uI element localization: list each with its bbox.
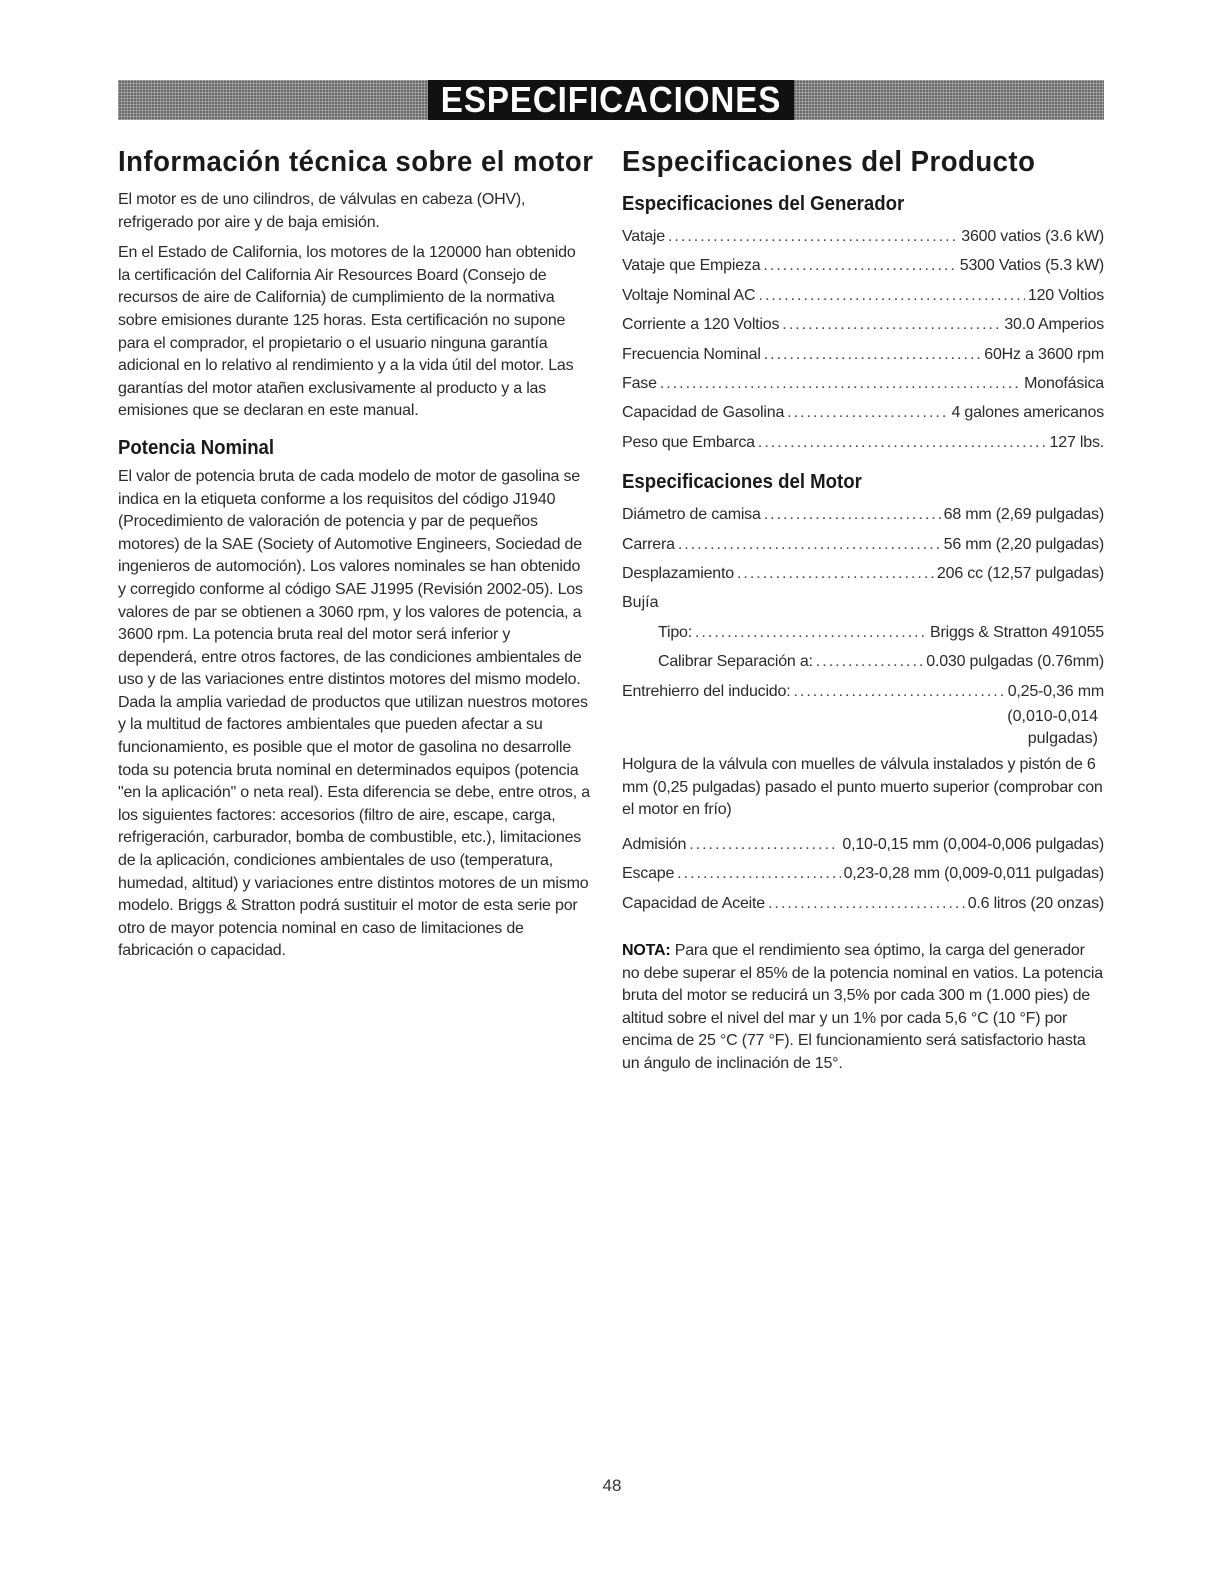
spec-row (622, 428, 1104, 457)
spec-label: Tipo: (658, 623, 692, 641)
leader-dots (677, 859, 840, 888)
spec-row (622, 369, 1104, 398)
spec-row (622, 859, 1104, 888)
leader-dots (678, 530, 941, 559)
spec-label: Frecuencia Nominal (622, 345, 761, 363)
spec-row (622, 830, 1104, 859)
spec-label: Entrehierro del inducido: (622, 682, 791, 700)
spec-row (622, 281, 1104, 310)
engine-paragraph-1: El motor es de uno cilindros, de válvulas en cabeza (OHV), refrigerado por aire y de baja emisión. (118, 191, 526, 231)
spec-value: 0.6 litros (20 onzas) (967, 894, 1104, 912)
motor-specs-list (622, 500, 1104, 918)
spec-label: Capacidad de Aceite (622, 894, 765, 912)
spec-row (622, 677, 1104, 706)
leader-dots (764, 340, 982, 369)
spec-label: Corriente a 120 Voltios (622, 316, 780, 334)
leader-dots (763, 251, 956, 280)
section-banner (118, 80, 1104, 120)
note-paragraph (622, 940, 1104, 1076)
potencia-paragraph: El valor de potencia bruta de cada modelo de motor de gasolina se indica en la etiqueta conforme a los requisitos del código J1940 (Procedimiento de valoración de potencia y par de pequeños motores) de la SAE (Society of Automotive Engineers, Sociedad de ingenieros de automoción). Los valores nominales se han obtenido y corregido conforme al código SAE J1995 (Revisión 2002-05). Los valores de par se obtienen a 3060 rpm, y los valores de potencia, a 3600 rpm. La potencia bruta real del motor será inferior y dependerá, entre otros factores, de las condiciones ambientales de uso y de las variaciones entre distintos motores del mismo modelo. Dada la amplia variedad de productos que utilizan nuestros motores y la multitud de factores ambientales que pueden afectar a su funcionamiento, es posible que el motor de gasolina no desarrolle toda su potencia bruta nominal en determinados equipos (potencia "en la aplicación" o neta real). Esta diferencia se debe, entre otros, a los siguientes factores: accesorios (filtro de aire, escape, carga, refrigeración, carburador, bomba de combustible, etc.), limitaciones de la aplicación, condiciones ambientales de uso (temperatura, humedad, altitud) y variaciones entre distintos motores de un mismo modelo. Briggs & Stratton podrá sustituir el motor de esta serie por otro de mayor potencia nominal en caso de limitaciones de fabricación o capacidad. (118, 467, 590, 960)
spec-value: 206 cc (12,57 pulgadas) (936, 565, 1104, 583)
spec-label: Calibrar Separación a: (658, 653, 813, 671)
leader-dots (768, 889, 965, 918)
entrehierro-line-3: pulgadas) (1027, 730, 1098, 748)
spec-row (622, 889, 1104, 918)
spec-label: Desplazamiento (622, 565, 734, 583)
spec-value: Briggs & Stratton 491055 (930, 623, 1104, 641)
leader-dots (668, 222, 958, 251)
generator-specs-heading: Especificaciones del Generador (622, 193, 905, 215)
leader-dots (660, 369, 1021, 398)
leader-dots (816, 647, 923, 676)
spec-row (622, 310, 1104, 339)
spec-label: Vataje que Empieza (622, 257, 761, 275)
spec-row (622, 618, 1104, 647)
spec-value: 0,23-0,28 mm (0,009-0,011 pulgadas) (843, 865, 1104, 883)
spec-row (622, 647, 1104, 676)
spec-label: Capacidad de Gasolina (622, 404, 785, 422)
entrehierro-line-2: (0,010-0,014 (1007, 708, 1098, 726)
entrehierro-continuation (622, 706, 1104, 750)
spec-label: Escape (622, 865, 675, 883)
spec-label: Admisión (622, 835, 687, 853)
spec-value: 3600 vatios (3.6 kW) (961, 228, 1104, 245)
note-label: NOTA: (622, 942, 671, 960)
banner-title: ESPECIFICACIONES (428, 80, 794, 120)
spec-value: 120 Voltios (1027, 286, 1104, 304)
spec-value: 56 mm (2,20 pulgadas) (943, 535, 1104, 553)
spec-row (622, 340, 1104, 369)
spec-value: 68 mm (2,69 pulgadas) (943, 506, 1104, 524)
leader-dots (737, 559, 934, 588)
page-number: 48 (602, 1476, 622, 1495)
spec-row (622, 222, 1104, 251)
spec-row (622, 530, 1104, 559)
engine-paragraph-2: En el Estado de California, los motores de la 120000 han obtenido la certificación del California Air Resources Board (Consejo de recursos de aire de California) de cumplimiento de la normativa sobre emisiones durante 125 horas. Esta certificación no supone para el comprador, el propietario o el usuario ninguna garantía adicional en lo relativo al rendimiento y a la vida útil del motor. Las garantías del motor atañen exclusivamente al producto y a las emisiones que se declaran en este manual. (118, 244, 576, 420)
spec-row (622, 398, 1104, 427)
generator-specs-list (622, 222, 1104, 457)
note-text: Para que el rendimiento sea óptimo, la carga del generador no debe superar el 85% de la potencia nominal en vatios. La potencia bruta del motor se reducirá un 3,5% por cada 300 m (1.000 pies) de altitud sobre el nivel del mar y un 1% por cada 5,6 °C (10 °F) por encima de 25 °C (77 °F). El funcionamiento será satisfactorio hasta un ángulo de inclinación de 15°. (622, 942, 1103, 1073)
spec-value: 0,25-0,36 mm (1007, 682, 1104, 700)
leader-dots (758, 428, 1047, 457)
leader-dots (793, 677, 1004, 706)
spec-value: 60Hz a 3600 rpm (984, 345, 1104, 363)
spec-label: Carrera (622, 535, 675, 553)
spec-value: 4 galones americanos (951, 404, 1104, 422)
spec-value: 5300 Vatios (5.3 kW) (959, 257, 1104, 275)
spec-row (622, 500, 1104, 529)
spec-label: Vataje (622, 228, 665, 245)
leader-dots (695, 618, 927, 647)
leader-dots (764, 500, 941, 529)
spec-label: Fase (622, 375, 657, 393)
product-specs-heading: Especificaciones del Producto (622, 146, 1036, 178)
leader-dots (782, 310, 1001, 339)
potencia-heading: Potencia Nominal (118, 436, 275, 459)
leader-dots (787, 398, 948, 427)
spec-label: Peso que Embarca (622, 433, 755, 451)
holgura-paragraph: Holgura de la válvula con muelles de válvula instalados y pistón de 6 mm (0,25 pulgadas) pasado el punto muerto superior (comprobar con el motor en frío) (622, 756, 1103, 819)
spec-label: Voltaje Nominal AC (622, 286, 756, 304)
spec-value: 127 lbs. (1049, 433, 1104, 451)
spec-value: 0,10-0,15 mm (0,004-0,006 pulgadas) (842, 835, 1104, 853)
right-column (622, 140, 1104, 1084)
spec-value: 30.0 Amperios (1004, 316, 1104, 334)
leader-dots (689, 830, 839, 859)
bujia-label: Bujía (622, 594, 659, 612)
motor-specs-heading: Especificaciones del Motor (622, 471, 862, 494)
engine-info-heading: Información técnica sobre el motor (118, 146, 594, 178)
spec-row (622, 559, 1104, 588)
spec-value: Monofásica (1024, 375, 1104, 393)
spec-row (622, 251, 1104, 280)
left-column (118, 140, 594, 971)
spec-label: Diámetro de camisa (622, 506, 761, 524)
leader-dots (758, 281, 1025, 310)
spec-value: 0.030 pulgadas (0.76mm) (926, 653, 1104, 671)
